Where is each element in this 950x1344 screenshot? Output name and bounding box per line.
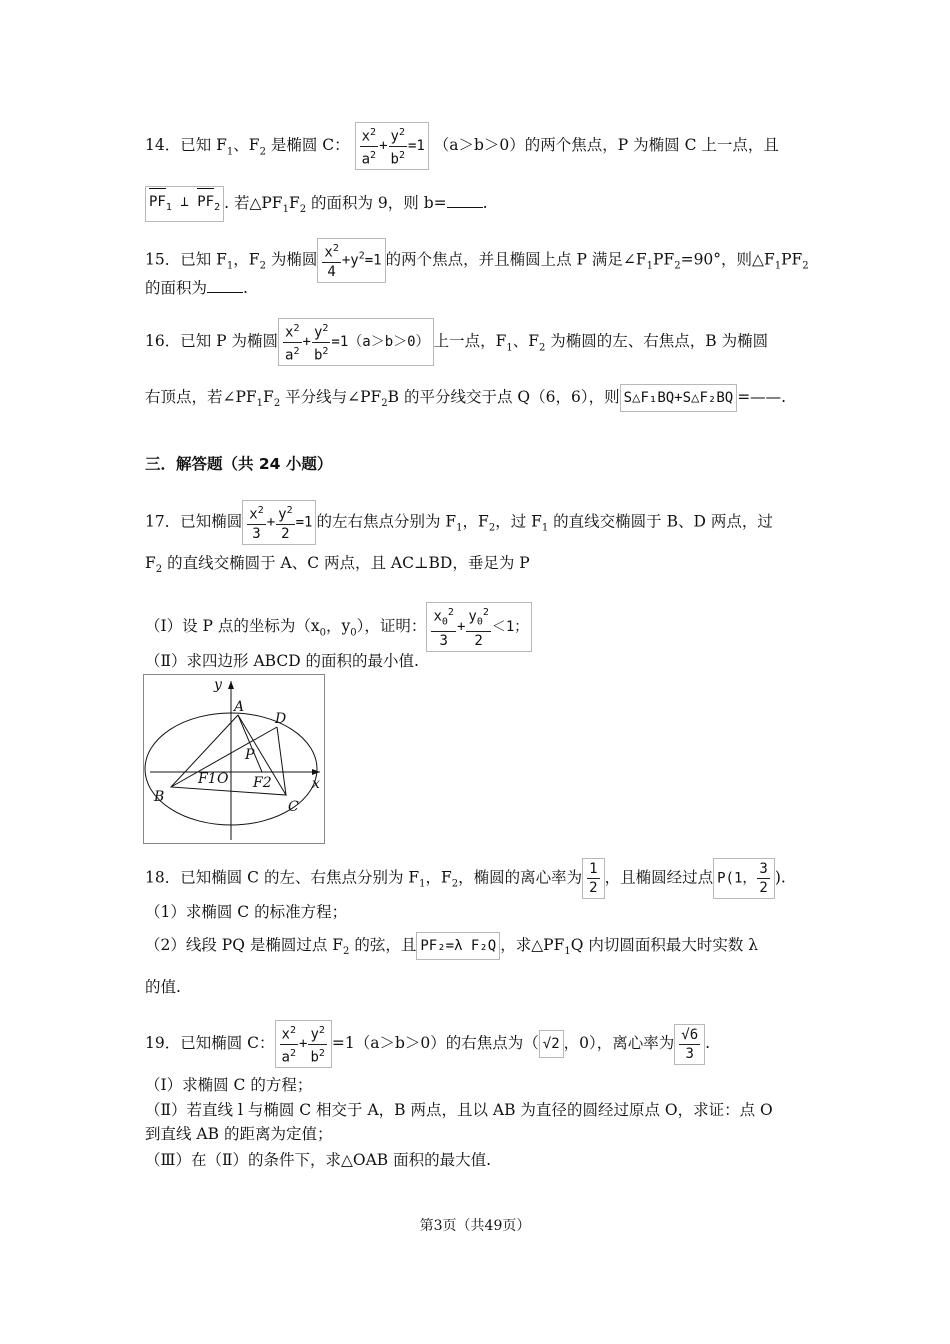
question-19-part1: （Ⅰ）求椭圆 C 的方程； bbox=[145, 1076, 313, 1094]
ellipse-equation: $\frac{x^2}{3}$ + $\frac{y^2}{2}$ =1 bbox=[242, 500, 316, 545]
sqrt-two: √2 bbox=[539, 1030, 564, 1058]
label-P: P bbox=[245, 747, 255, 763]
area-sum-expression: S△F₁BQ+S△F₂BQ bbox=[620, 384, 738, 412]
chord-DC bbox=[277, 727, 286, 795]
question-17-part2: （Ⅱ）求四边形 ABCD 的面积的最小值. bbox=[145, 652, 419, 670]
label-B: B bbox=[154, 789, 165, 805]
question-19: 19．已知椭圆 C： $\frac{x^2}{a^2}$ + $\frac{y^2}{b^2}$ =1（a＞b＞0）的右焦点为（ √2 ，0），离心率为 $\frac{√6}{3}$ . bbox=[145, 1020, 810, 1068]
ellipse-equation: $\frac{x^2}{a^2}$ + $\frac{y^2}{b^2}$ =1 bbox=[355, 122, 429, 170]
ellipse-equation: $\frac{x^2}{a^2}$ + $\frac{y^2}{b^2}$ =1（a＞b＞0） bbox=[278, 318, 434, 366]
answer-blank bbox=[447, 193, 483, 208]
label-O: O bbox=[217, 771, 229, 787]
label-y: y bbox=[214, 677, 222, 693]
question-18-part2: （2）线段 PQ 是椭圆过点 $F_2$ 的弦，且 PF₂=λ F₂Q ，求$\triangle PF_1Q$ 内切圆面积最大时实数 λ bbox=[145, 932, 810, 964]
point-P: P(1， $\frac{3}{2}$ bbox=[713, 858, 775, 899]
eccentricity-value: $\frac{1}{2}$ bbox=[582, 858, 604, 899]
question-16-line2: 右顶点，若$\angle PF_1F_2$ 平分线与$\angle PF_2B$ 的平分线交于点 Q（6，6），则 S△F₁BQ+S△F₂BQ =——. bbox=[145, 384, 810, 416]
question-14-line2: $PF_1$ ⊥ $PF_2$ . 若$\triangle PF_1F_2$ 的面积为 9，则 b= . bbox=[145, 186, 810, 222]
label-A: A bbox=[234, 699, 245, 715]
question-15-line2: 的面积为 . bbox=[145, 279, 248, 297]
question-18-part1: （1）求椭圆 C 的标准方程； bbox=[145, 903, 348, 921]
question-15: 15．已知 $F_1$，$F_2$ 为椭圆 $\frac{x^2}{4}$ $+y^2=1$ 的两个焦点，并且椭圆上点 P 满足$\angle F_1PF_2=90^\circ$，则$\triangle F_1PF_2$ bbox=[145, 238, 810, 283]
label-x: x bbox=[312, 776, 320, 792]
question-19-part3: （Ⅲ）在（Ⅱ）的条件下，求△OAB 面积的最大值. bbox=[145, 1151, 492, 1169]
ellipse-diagram bbox=[144, 675, 324, 843]
question-17-line2: $F_2$ 的直线交椭圆于 A、C 两点，且 AC⊥BD，垂足为 P bbox=[145, 554, 530, 576]
vector-expression: $PF_1$ ⊥ $PF_2$ bbox=[145, 186, 224, 222]
ellipse-equation: $\frac{x^2}{4}$ $+y^2=1$ bbox=[317, 238, 385, 283]
question-14: 14．已知 $F_1$、$F_2$ 是椭圆 C： $\frac{x^2}{a^2}$ + $\frac{y^2}{b^2}$ =1 （a＞b＞0）的两个焦点，P 为椭圆 C 上一点，且 bbox=[145, 122, 810, 170]
label-F1: F1 bbox=[198, 771, 217, 787]
eccentricity-value: $\frac{√6}{3}$ bbox=[674, 1024, 705, 1065]
vector-expression: PF₂=λ F₂Q bbox=[416, 932, 500, 960]
label-F2: F2 bbox=[253, 775, 272, 791]
question-19-part2-cont: 到直线 AB 的距离为定值； bbox=[145, 1125, 333, 1143]
ellipse-figure bbox=[143, 674, 325, 844]
question-17: 17．已知椭圆 $\frac{x^2}{3}$ + $\frac{y^2}{2}$ =1 的左右焦点分别为 $F_1$，$F_2$，过 $F_1$ 的直线交椭圆于 B、D 两点，过 bbox=[145, 500, 810, 545]
page-footer: 第3页（共49页） bbox=[419, 1218, 531, 1234]
question-18-line3: 的值. bbox=[145, 978, 181, 996]
x-arrow-icon bbox=[312, 769, 320, 775]
question-16: 16．已知 P 为椭圆 $\frac{x^2}{a^2}$ + $\frac{y^2}{b^2}$ =1（a＞b＞0） 上一点，$F_1$、$F_2$ 为椭圆的左、右焦点，B 为椭圆 bbox=[145, 318, 810, 366]
question-19-part2: （Ⅱ）若直线 l 与椭圆 C 相交于 A，B 两点，且以 AB 为直径的圆经过原点 O，求证：点 O bbox=[145, 1101, 773, 1119]
chord-AF2 bbox=[238, 715, 262, 772]
question-18: 18．已知椭圆 C 的左、右焦点分别为 $F_1$，$F_2$，椭圆的离心率为 $\frac{1}{2}$ ，且椭圆经过点 P(1， $\frac{3}{2}$ ). bbox=[145, 858, 810, 899]
y-arrow-icon bbox=[228, 681, 234, 689]
inequality: $\frac{x_0^2}{3}$ + $\frac{y_0^2}{2}$ ＜1； bbox=[426, 602, 532, 652]
label-D: D bbox=[275, 711, 287, 727]
question-17-part1: （Ⅰ）设 P 点的坐标为（$x_0$，$y_0$），证明： $\frac{x_0^2}{3}$ + $\frac{y_0^2}{2}$ ＜1； bbox=[145, 602, 810, 652]
section-header: 三．解答题（共 24 小题） bbox=[145, 455, 333, 473]
ellipse-equation: $\frac{x^2}{a^2}$ + $\frac{y^2}{b^2}$ bbox=[275, 1020, 332, 1068]
answer-blank bbox=[207, 278, 243, 293]
label-C: C bbox=[288, 799, 299, 815]
